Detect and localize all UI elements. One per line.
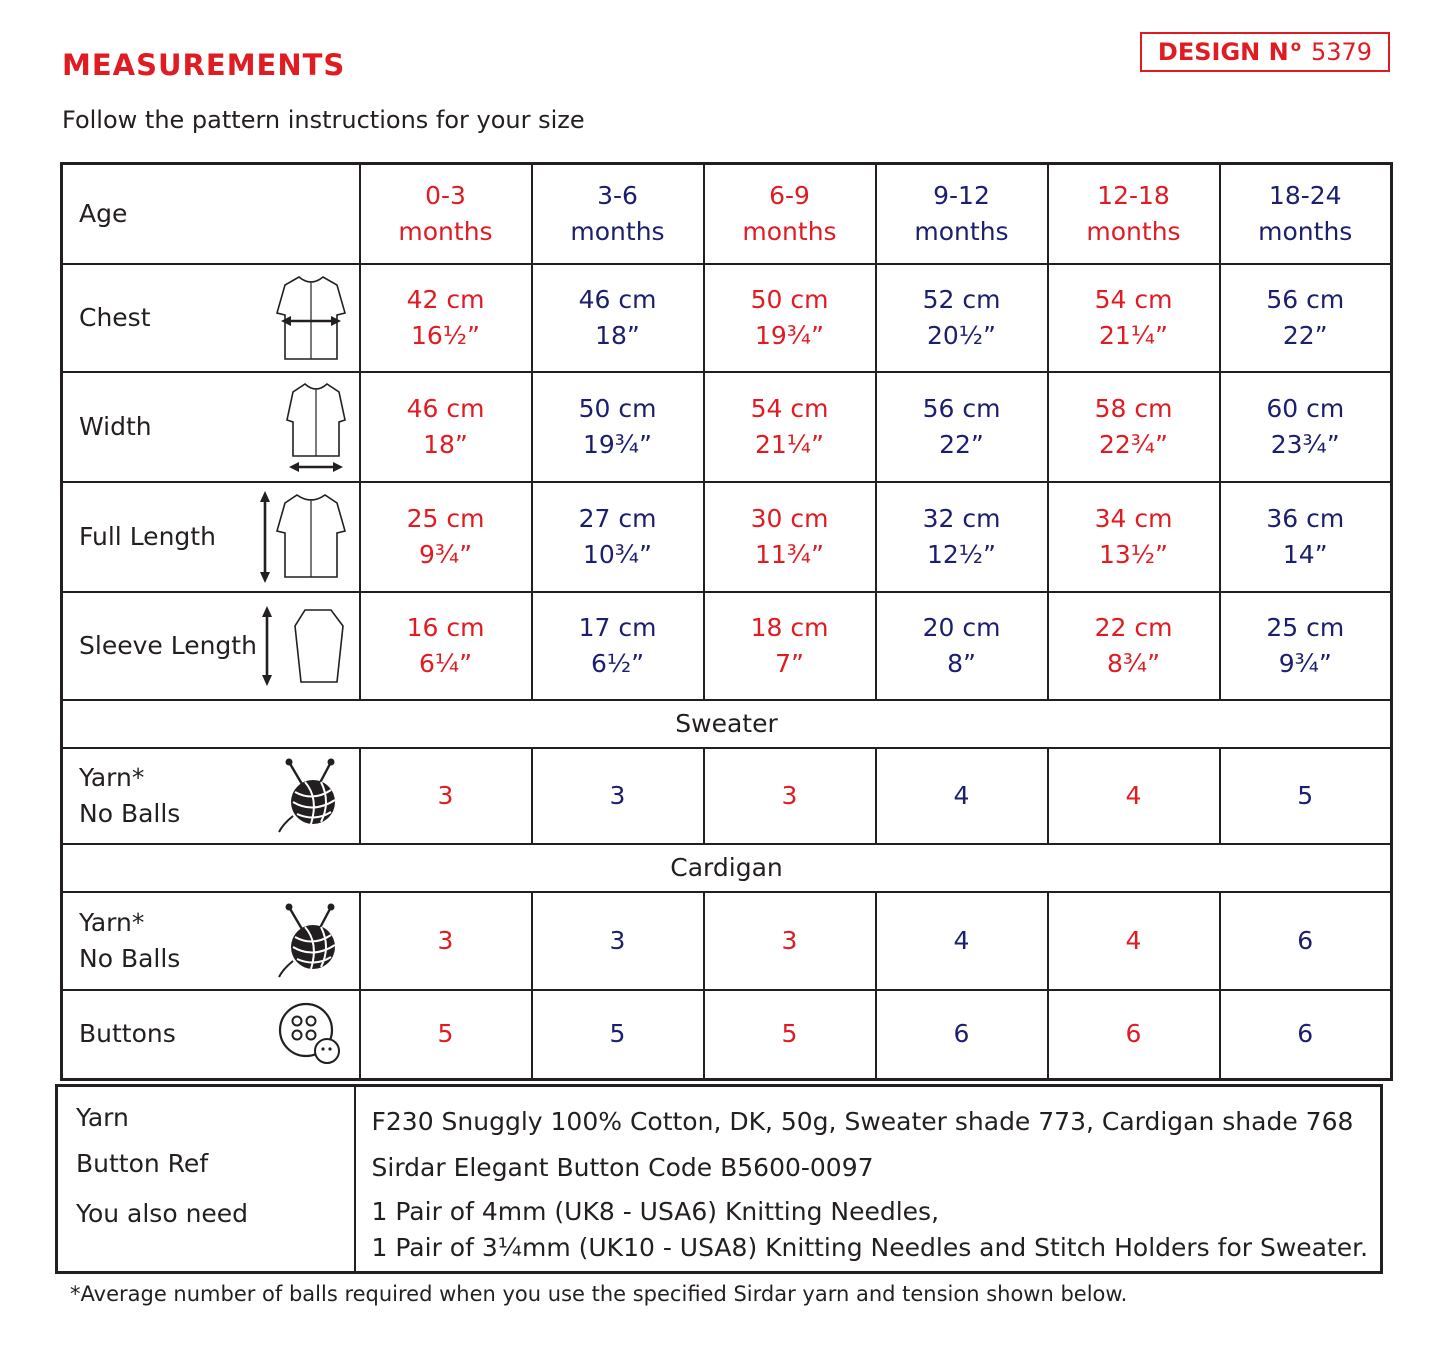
width-cell (876, 372, 1048, 482)
age-cell (704, 164, 876, 264)
design-number-box (1140, 32, 1390, 72)
value-in: 9¾” (1278, 648, 1332, 678)
yarn-ball-icon (275, 758, 345, 834)
value-in: 6¼” (418, 648, 473, 678)
value-in: 16½” (411, 320, 480, 350)
value-cm: 32 cm (922, 503, 1001, 533)
sweater-yarn-label (79, 760, 180, 832)
value-in: 8” (947, 648, 976, 678)
full-length-cell (704, 482, 876, 592)
value-cm: 50 cm (578, 393, 657, 423)
buttons-cell: 6 (1048, 990, 1220, 1080)
value-cm: 60 cm (1266, 393, 1345, 423)
sweater-balls-cell: 3 (532, 748, 704, 844)
width-cell (1220, 372, 1392, 482)
sweater-heading: Sweater (62, 700, 1392, 748)
age-label: Age (79, 198, 128, 228)
sleeve-length-cell (1220, 592, 1392, 700)
width-row (62, 372, 1392, 482)
buttons-cell: 5 (704, 990, 876, 1080)
yarn-info-label: Yarn (76, 1103, 129, 1132)
full-length-cell (876, 482, 1048, 592)
cardigan-balls-cell: 3 (360, 892, 532, 990)
chest-measure-icon (271, 273, 351, 363)
chest-cell (532, 264, 704, 372)
width-measure-icon (281, 380, 351, 474)
cardigan-balls-cell: 3 (704, 892, 876, 990)
width-cell (360, 372, 532, 482)
measurements-table (60, 162, 1393, 1081)
age-row (62, 164, 1392, 264)
value-cm: 17 cm (578, 612, 657, 642)
design-number: 5379 (1311, 38, 1373, 66)
value-in: 8¾” (1106, 648, 1161, 678)
sweater-yarn-row (62, 748, 1392, 844)
buttons-cell: 5 (532, 990, 704, 1080)
age-cell (1048, 164, 1220, 264)
cardigan-yarn-row (62, 892, 1392, 990)
no-balls-label: No Balls (79, 798, 181, 828)
value-cm: 56 cm (922, 393, 1001, 423)
chest-cell (704, 264, 876, 372)
value-in: 19¾” (755, 320, 824, 350)
value-cm: 46 cm (406, 393, 485, 423)
value-in: 18” (595, 320, 640, 350)
value-in: 7” (775, 648, 804, 678)
value-cm: 30 cm (750, 503, 829, 533)
width-cell (532, 372, 704, 482)
sweater-balls-cell: 5 (1220, 748, 1392, 844)
cardigan-yarn-label-cell (62, 892, 360, 990)
no-balls-label: No Balls (79, 943, 181, 973)
chest-cell (1220, 264, 1392, 372)
yarn-label: Yarn* (79, 907, 145, 937)
value-in: 14” (1282, 539, 1328, 569)
full-length-cell (1048, 482, 1220, 592)
value-cm: 25 cm (1266, 612, 1345, 642)
age-cell (360, 164, 532, 264)
value-cm: 58 cm (1094, 393, 1173, 423)
value-in: 22” (1282, 320, 1328, 350)
cardigan-balls-cell: 6 (1220, 892, 1392, 990)
buttons-label: Buttons (79, 1019, 176, 1049)
also-need-label: You also need (76, 1199, 249, 1228)
sleeve-length-row (62, 592, 1392, 700)
value-cm: 50 cm (750, 284, 829, 314)
age-unit: months (398, 216, 493, 246)
width-cell (1048, 372, 1220, 482)
full-length-cell (532, 482, 704, 592)
value-cm: 36 cm (1266, 503, 1345, 533)
value-in: 21¼” (755, 429, 824, 459)
sleeve-length-cell (704, 592, 876, 700)
age-range: 3-6 (597, 180, 638, 210)
full-length-label: Full Length (79, 521, 216, 551)
value-cm: 25 cm (406, 503, 485, 533)
chest-row (62, 264, 1392, 372)
value-cm: 54 cm (750, 393, 829, 423)
page-title: MEASUREMENTS (62, 48, 346, 82)
cardigan-heading-row (62, 844, 1392, 892)
chest-label: Chest (79, 302, 151, 332)
design-label: DESIGN N (1157, 38, 1289, 66)
value-cm: 27 cm (578, 503, 657, 533)
age-unit: months (1086, 216, 1181, 246)
buttons-cell: 6 (1220, 990, 1392, 1080)
value-in: 18” (423, 429, 468, 459)
sweater-heading-row (62, 700, 1392, 748)
age-unit: months (742, 216, 837, 246)
value-cm: 22 cm (1094, 612, 1173, 642)
age-unit: months (1258, 216, 1353, 246)
chest-cell (876, 264, 1048, 372)
buttons-row (62, 990, 1392, 1080)
also-need-value-2: 1 Pair of 3¼mm (UK10 - USA8) Knitting Needles and Stitch Holders for Sweater. (371, 1233, 1369, 1262)
chest-cell (360, 264, 532, 372)
sleeve-length-label: Sleeve Length (79, 630, 257, 660)
value-in: 20½” (927, 320, 996, 350)
chest-label-cell (62, 264, 360, 372)
buttons-cell: 6 (876, 990, 1048, 1080)
button-icon (277, 1001, 343, 1067)
sleeve-measure-icon (259, 604, 349, 688)
value-in: 6½” (590, 648, 645, 678)
yarn-ball-icon (275, 903, 345, 979)
value-in: 22” (939, 429, 984, 459)
sleeve-length-cell (532, 592, 704, 700)
age-cell (532, 164, 704, 264)
subtitle: Follow the pattern instructions for your size (62, 106, 585, 134)
button-ref-value: Sirdar Elegant Button Code B5600-0097 (371, 1153, 874, 1182)
button-ref-label: Button Ref (76, 1149, 209, 1178)
age-unit: months (914, 216, 1009, 246)
value-in: 9¾” (418, 539, 473, 569)
width-cell (704, 372, 876, 482)
materials-table (55, 1084, 1383, 1274)
value-cm: 16 cm (406, 612, 485, 642)
value-cm: 34 cm (1094, 503, 1173, 533)
cardigan-balls-cell: 4 (1048, 892, 1220, 990)
sleeve-length-label-cell (62, 592, 360, 700)
chest-cell (1048, 264, 1220, 372)
age-range: 9-12 (933, 180, 990, 210)
value-in: 13½” (1099, 539, 1168, 569)
value-cm: 46 cm (578, 284, 657, 314)
width-label: Width (79, 411, 152, 441)
value-in: 23¾” (1270, 429, 1340, 459)
value-cm: 54 cm (1094, 284, 1173, 314)
value-cm: 52 cm (922, 284, 1001, 314)
full-length-cell (360, 482, 532, 592)
materials-values (355, 1086, 1382, 1273)
footnote: *Average number of balls required when you use the specified Sirdar yarn and tension shown below. (70, 1282, 1128, 1306)
sweater-balls-cell: 4 (1048, 748, 1220, 844)
value-cm: 20 cm (922, 612, 1001, 642)
value-in: 22¾” (1099, 429, 1168, 459)
full-length-row (62, 482, 1392, 592)
cardigan-balls-cell: 4 (876, 892, 1048, 990)
cardigan-balls-cell: 3 (532, 892, 704, 990)
full-length-label-cell (62, 482, 360, 592)
sweater-balls-cell: 3 (704, 748, 876, 844)
sweater-balls-cell: 3 (360, 748, 532, 844)
value-cm: 56 cm (1266, 284, 1345, 314)
yarn-label: Yarn* (79, 762, 145, 792)
age-range: 0-3 (425, 180, 466, 210)
age-range: 18-24 (1268, 180, 1342, 210)
sleeve-length-cell (360, 592, 532, 700)
also-need-value-1: 1 Pair of 4mm (UK8 - USA6) Knitting Needles, (371, 1197, 940, 1226)
age-cell (876, 164, 1048, 264)
age-range: 12-18 (1097, 180, 1170, 210)
cardigan-heading: Cardigan (62, 844, 1392, 892)
design-degree: o (1290, 37, 1301, 55)
value-in: 11¾” (755, 539, 824, 569)
sleeve-length-cell (1048, 592, 1220, 700)
sweater-balls-cell: 4 (876, 748, 1048, 844)
value-cm: 18 cm (750, 612, 829, 642)
length-measure-icon (255, 489, 351, 585)
value-cm: 42 cm (406, 284, 485, 314)
sleeve-length-cell (876, 592, 1048, 700)
yarn-info-value: F230 Snuggly 100% Cotton, DK, 50g, Sweater shade 773, Cardigan shade 768 (371, 1107, 1354, 1136)
value-in: 12½” (927, 539, 996, 569)
value-in: 19¾” (583, 429, 652, 459)
materials-labels (57, 1086, 355, 1273)
sweater-yarn-label-cell (62, 748, 360, 844)
width-label-cell (62, 372, 360, 482)
age-range: 6-9 (769, 180, 810, 210)
cardigan-yarn-label (79, 905, 180, 977)
full-length-cell (1220, 482, 1392, 592)
buttons-label-cell (62, 990, 360, 1080)
age-cell (1220, 164, 1392, 264)
age-label-cell (62, 164, 360, 264)
value-in: 10¾” (583, 539, 652, 569)
buttons-cell: 5 (360, 990, 532, 1080)
age-unit: months (570, 216, 665, 246)
value-in: 21¼” (1099, 320, 1168, 350)
